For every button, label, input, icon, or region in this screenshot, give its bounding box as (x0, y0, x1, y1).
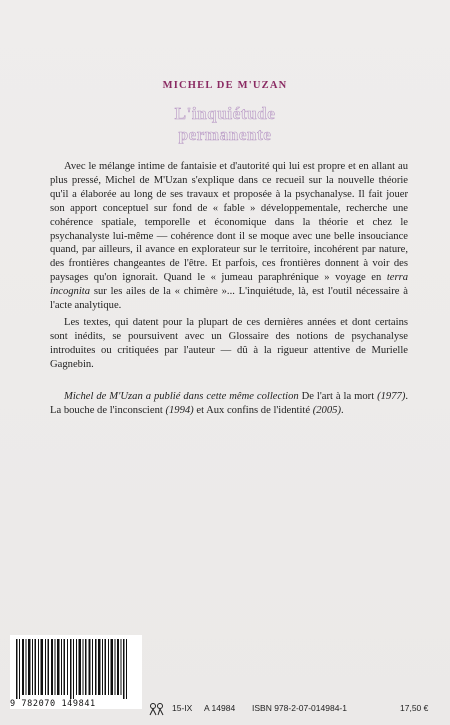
blurb-paragraph-1-cont-b: sur les ailes de la « chimère »... L'inquiétude, là, est l'outil nécessaire à l'acte analytique. (50, 286, 408, 312)
title-line-2: permanente (178, 125, 272, 144)
publication-3-year: (2005) (312, 404, 341, 416)
publications-intro: Michel de M'Uzan a publié dans cette même collection (64, 391, 299, 402)
blurb (50, 160, 408, 372)
barcode-bars (10, 635, 142, 699)
publication-2-title: La bouche de l'inconscient (50, 404, 163, 416)
publication-3-title: Aux confins de l'identité (206, 404, 311, 416)
isbn: ISBN 978-2-07-014984-1 (252, 703, 347, 713)
author-name: MICHEL DE M'UZAN (162, 80, 288, 91)
publisher-logo-icon (148, 701, 166, 715)
publications-note: Michel de M'Uzan a publié dans cette même collection De l'art à la mort (1977). La bouche de l'inconscient (1994) et Aux confins de l'identité (2005). (50, 391, 409, 416)
book-title (0, 103, 450, 145)
publication-1-title: De l'art à la mort (301, 391, 375, 402)
blurb-italic-terra: terra incognita (50, 272, 409, 298)
reference-number: A 14984 (204, 703, 236, 713)
barcode-digits: 9 782070 149841 (10, 699, 142, 709)
blurb-paragraph-1 (50, 160, 408, 313)
publication-1-year: (1977) (377, 391, 406, 402)
price: 17,50 € (400, 703, 429, 713)
barcode (10, 635, 142, 707)
blurb-paragraph-2: Les textes, qui datent pour la plupart de ces dernières années et dont certains sont inédits, se poursuivent avec un Glossaire des notions de psychanalyse introduites ou critiquées par l'auteur — dû à la rigueur attentive de Murielle Gagnebin. (50, 316, 408, 370)
collection-code: 15-IX (172, 703, 193, 713)
blurb-paragraph-1-text: Avec le mélange intime de fantaisie et d'autorité qui lui est propre et en allant au plus pressé, Michel de M'Uzan s'explique dans ce recueil sur la nouvelle théorie qu'il a élaborée au long de ses travaux et proposée à la psychanalyse. Il fait jouer son apport conceptuel sur fond de « fable » développementale, recherche une cohérence spatiale, temporelle et économique dans la théorie et chez le psychanalyste lui-même — cohérence dont il se moque avec une belle insouciance quand, par ailleurs, il avance en explorateur sur le territoire, incohérent par nature, des frontières changeantes de l'être. Et parfois, ces frontières donnent à voir des paysages qu'on ignorait. (50, 161, 408, 284)
publication-2-year: (1994) (165, 404, 194, 416)
blurb-paragraph-1-cont-a: Quand le « jumeau paraphrénique » voyage en (163, 272, 387, 284)
title-line-1: L'inquiétude (174, 104, 276, 123)
